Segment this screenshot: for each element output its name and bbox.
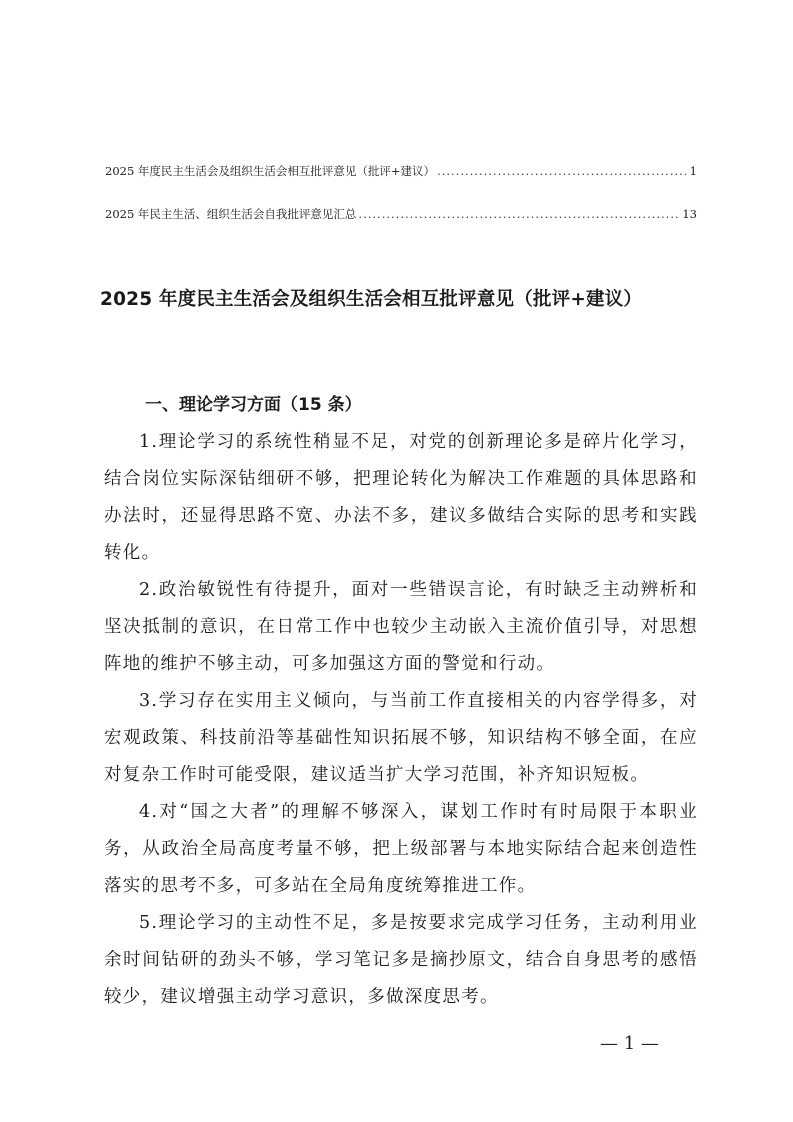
- paragraph-item-1: 1.理论学习的系统性稍显不足，对党的创新理论多是碎片化学习，结合岗位实际深钻细研不够，把理论转化为解决工作难题的具体思路和办法时，还显得思路不宽、办法不多，建议多做结合实际的思考和实践转化。: [104, 432, 698, 563]
- toc-leader-dots: [437, 163, 688, 179]
- toc-entry-title[interactable]: 2025 年民主生活、组织生活会自我批评意见汇总: [105, 207, 357, 221]
- toc-entry-title[interactable]: 2025 年度民主生活会及组织生活会相互批评意见（批评+建议）: [105, 164, 436, 178]
- paragraph-item-3: 3.学习存在实用主义倾向，与当前工作直接相关的内容学得多，对宏观政策、科技前沿等基础性知识拓展不够，知识结构不够全面，在应对复杂工作时可能受限，建议适当扩大学习范围，补齐知识短板。: [104, 691, 698, 785]
- toc-entry-page: 13: [682, 207, 697, 221]
- toc-entry[interactable]: [105, 206, 697, 222]
- toc-leader-dots: [358, 206, 680, 222]
- paragraph-item-5: 5.理论学习的主动性不足，多是按要求完成学习任务，主动利用业余时间钻研的劲头不够，学习笔记多是摘抄原文，结合自身思考的感悟较少，建议增强主动学习意识，多做深度思考。: [104, 913, 698, 1007]
- page-number: — 1 —: [600, 1033, 659, 1054]
- document-title: 2025 年度民主生活会及组织生活会相互批评意见（批评+建议）: [100, 289, 643, 310]
- paragraph-item-2: 2.政治敏锐性有待提升，面对一些错误言论，有时缺乏主动辨析和坚决抵制的意识，在日常工作中也较少主动嵌入主流价值引导，对思想阵地的维护不够主动，可多加强这方面的警觉和行动。: [104, 580, 698, 674]
- paragraph-item-4: 4.对“国之大者”的理解不够深入，谋划工作时有时局限于本职业务，从政治全局高度考量不够，把上级部署与本地实际结合起来创造性落实的思考不多，可多站在全局角度统筹推进工作。: [104, 802, 698, 896]
- table-of-contents: [105, 163, 697, 222]
- section-heading: 一、理论学习方面（15 条）: [145, 395, 362, 415]
- document-body: [104, 424, 698, 1016]
- toc-entry[interactable]: [105, 163, 697, 179]
- toc-entry-page: 1: [689, 164, 697, 178]
